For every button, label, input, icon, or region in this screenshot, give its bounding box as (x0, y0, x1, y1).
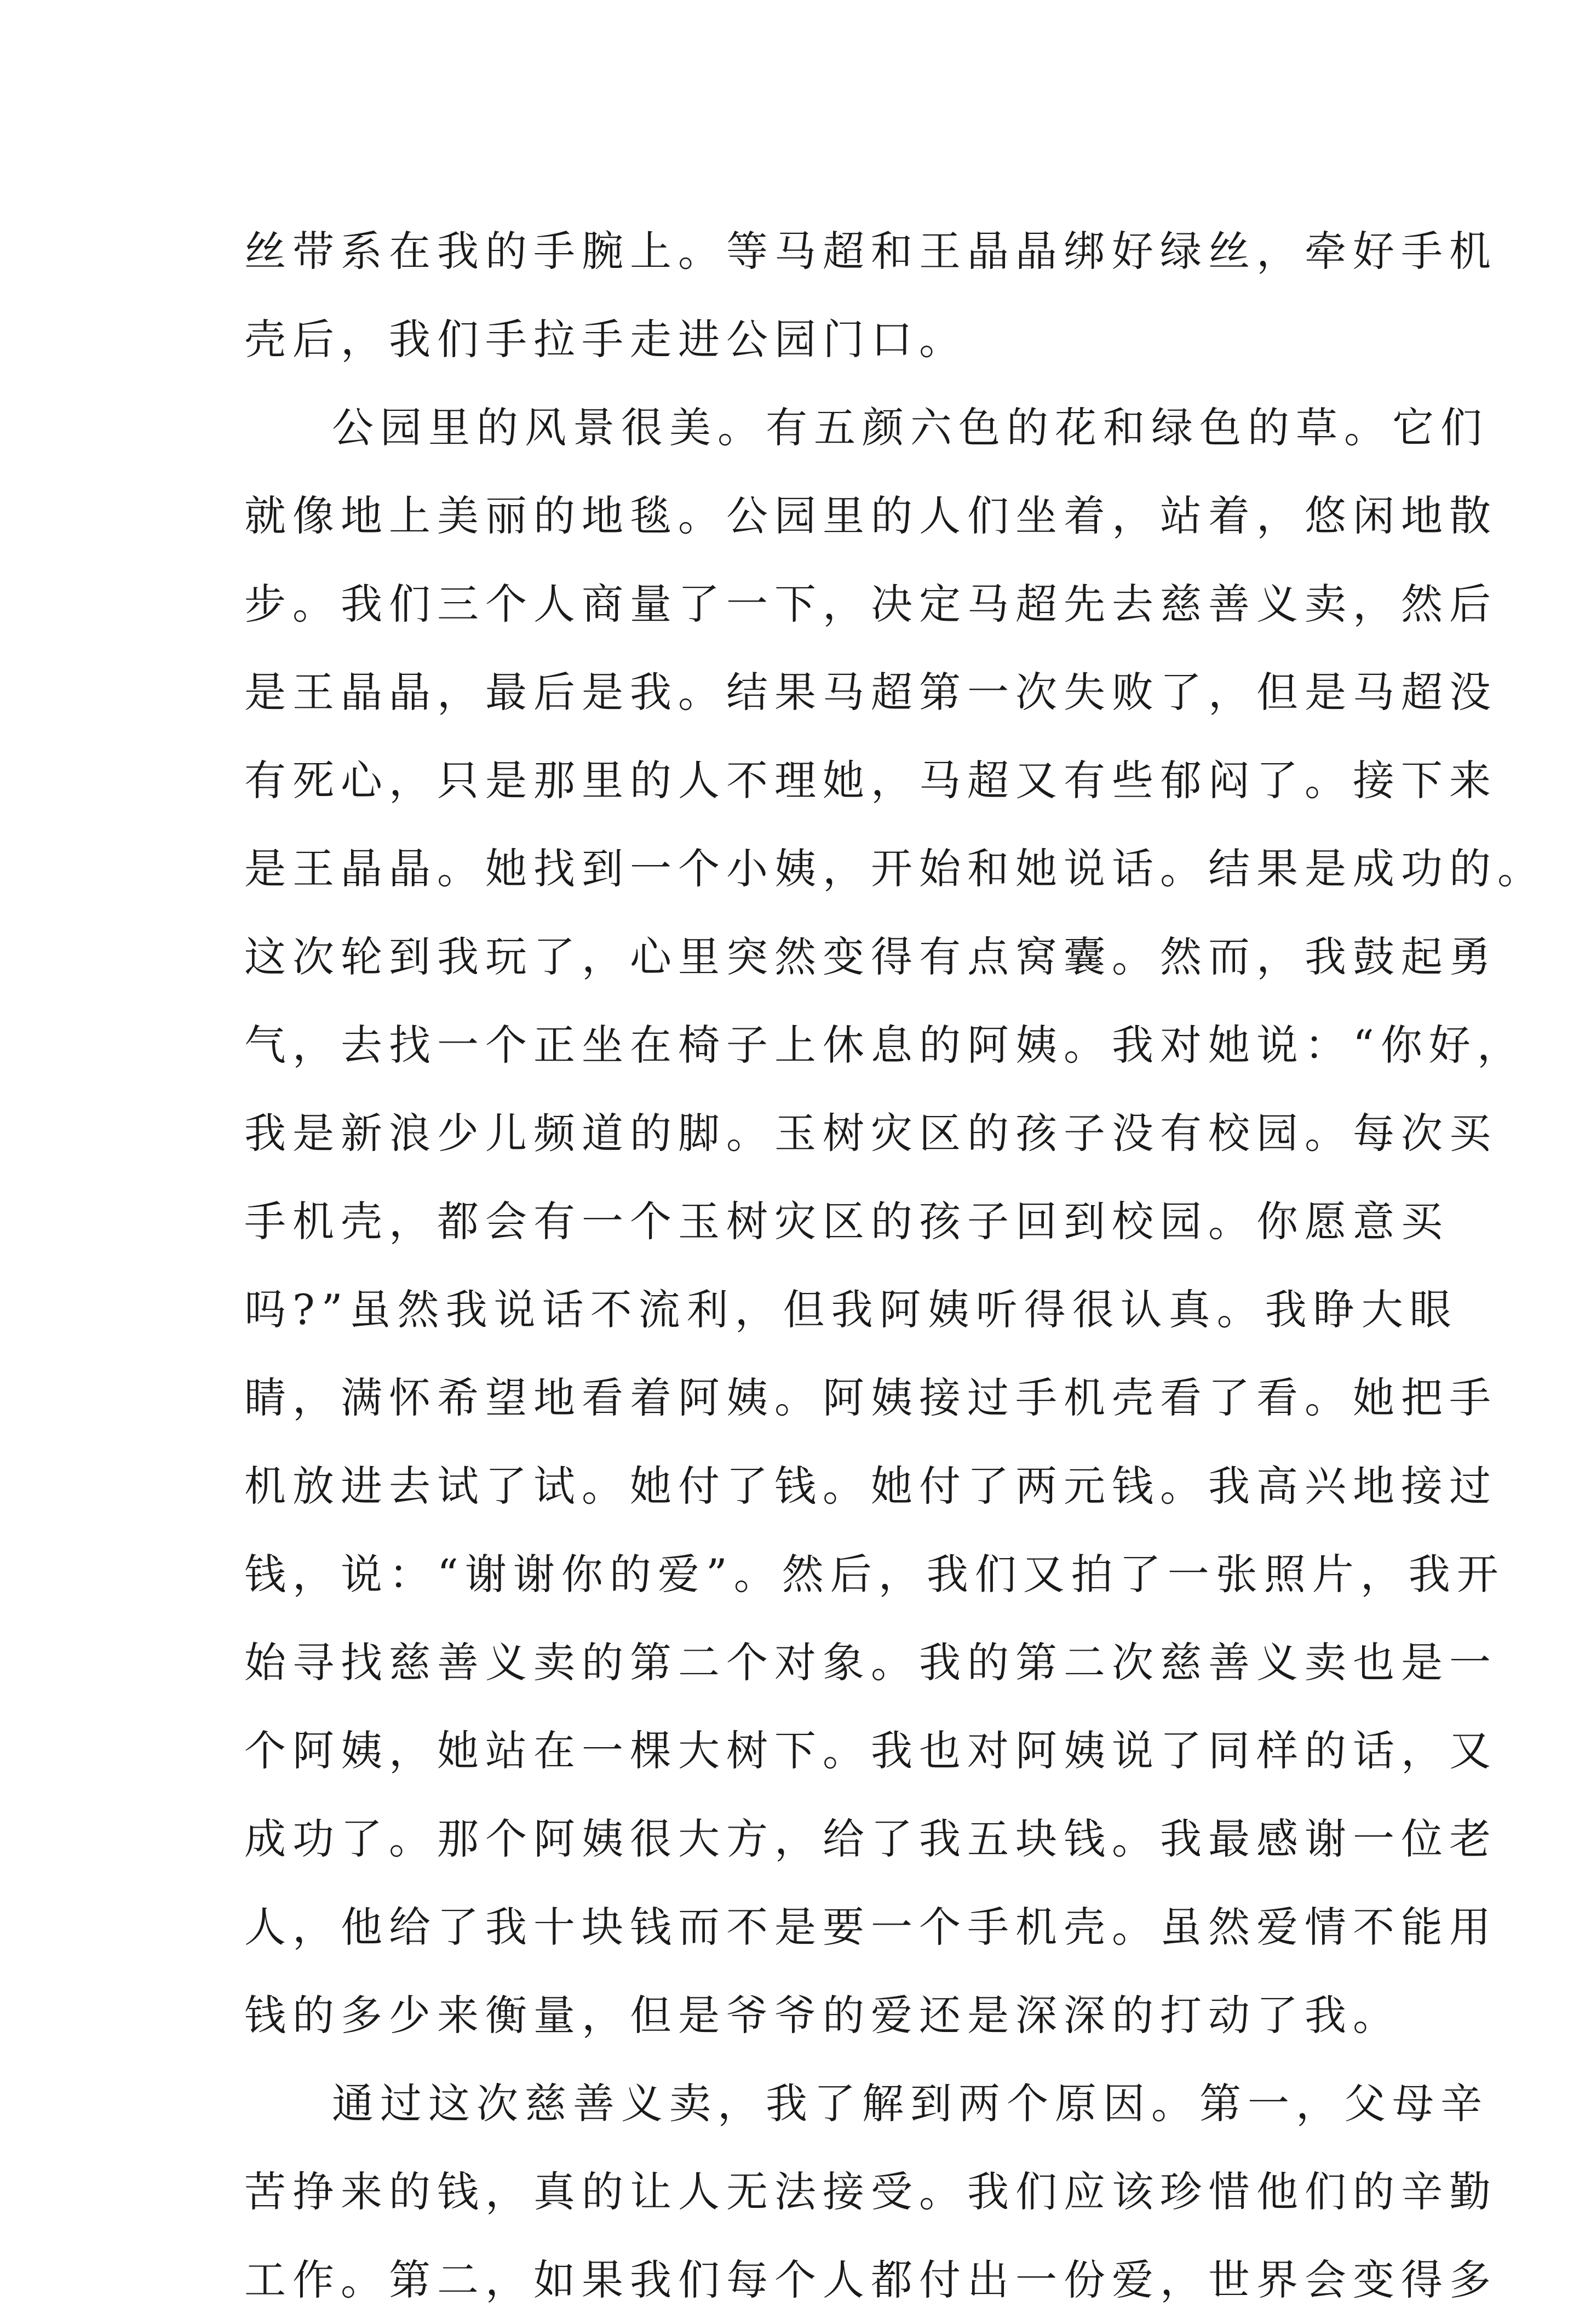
text-line: 我是新浪少儿频道的脚。玉树灾区的孩子没有校园。每次买 (244, 1109, 1497, 1158)
paragraph (244, 383, 1546, 2059)
text-line: 就像地上美丽的地毯。公园里的人们坐着，站着，悠闲地散 (244, 491, 1497, 540)
text-line: 这次轮到我玩了，心里突然变得有点窝囊。然而，我鼓起勇 (244, 932, 1497, 981)
text-line: 吗?”虽然我说话不流利，但我阿姨听得很认真。我睁大眼 (244, 1285, 1458, 1334)
body-text (244, 207, 1546, 2324)
text-line: 个阿姨，她站在一棵大树下。我也对阿姨说了同样的话，又 (244, 1726, 1497, 1775)
text-line: 步。我们三个人商量了一下，决定马超先去慈善义卖，然后 (244, 580, 1497, 628)
text-line: 钱，说：“谢谢你的爱”。然后，我们又拍了一张照片，我开 (244, 1550, 1505, 1599)
paragraph (244, 207, 1497, 383)
text-line: 苦挣来的钱，真的让人无法接受。我们应该珍惜他们的辛勤 (244, 2167, 1497, 2216)
text-line: 有死心，只是那里的人不理她，马超又有些郁闷了。接下来 (244, 756, 1497, 805)
text-line: 成功了。那个阿姨很大方，给了我五块钱。我最感谢一位老 (244, 1814, 1497, 1863)
text-line: 睛，满怀希望地看着阿姨。阿姨接过手机壳看了看。她把手 (244, 1373, 1497, 1422)
paragraphs (244, 207, 1546, 2324)
text-line: 是王晶晶，最后是我。结果马超第一次失败了，但是马超没 (244, 668, 1497, 717)
text-line: 人，他给了我十块钱而不是要一个手机壳。虽然爱情不能用 (244, 1903, 1497, 1951)
text-line: 机放进去试了试。她付了钱。她付了两元钱。我高兴地接过 (244, 1462, 1497, 1510)
text-line: 手机壳，都会有一个玉树灾区的孩子回到校园。你愿意买 (244, 1197, 1449, 1246)
text-line: 工作。第二，如果我们每个人都付出一份爱，世界会变得多 (244, 2256, 1497, 2304)
text-line: 是王晶晶。她找到一个小姨，开始和她说话。结果是成功的。 (244, 844, 1546, 893)
text-line: 通过这次慈善义卖，我了解到两个原因。第一，父母辛 (332, 2079, 1489, 2128)
paragraph (244, 2059, 1497, 2324)
text-line: 钱的多少来衡量，但是爷爷的爱还是深深的打动了我。 (244, 1991, 1401, 2040)
text-line: 公园里的风景很美。有五颜六色的花和绿色的草。它们 (332, 403, 1489, 452)
text-line: 丝带系在我的手腕上。等马超和王晶晶绑好绿丝，牵好手机 (244, 227, 1497, 276)
text-line: 始寻找慈善义卖的第二个对象。我的第二次慈善义卖也是一 (244, 1638, 1497, 1687)
text-line: 气，去找一个正坐在椅子上休息的阿姨。我对她说：“你好， (244, 1021, 1525, 1069)
text-line: 壳后，我们手拉手走进公园门口。 (244, 315, 967, 364)
